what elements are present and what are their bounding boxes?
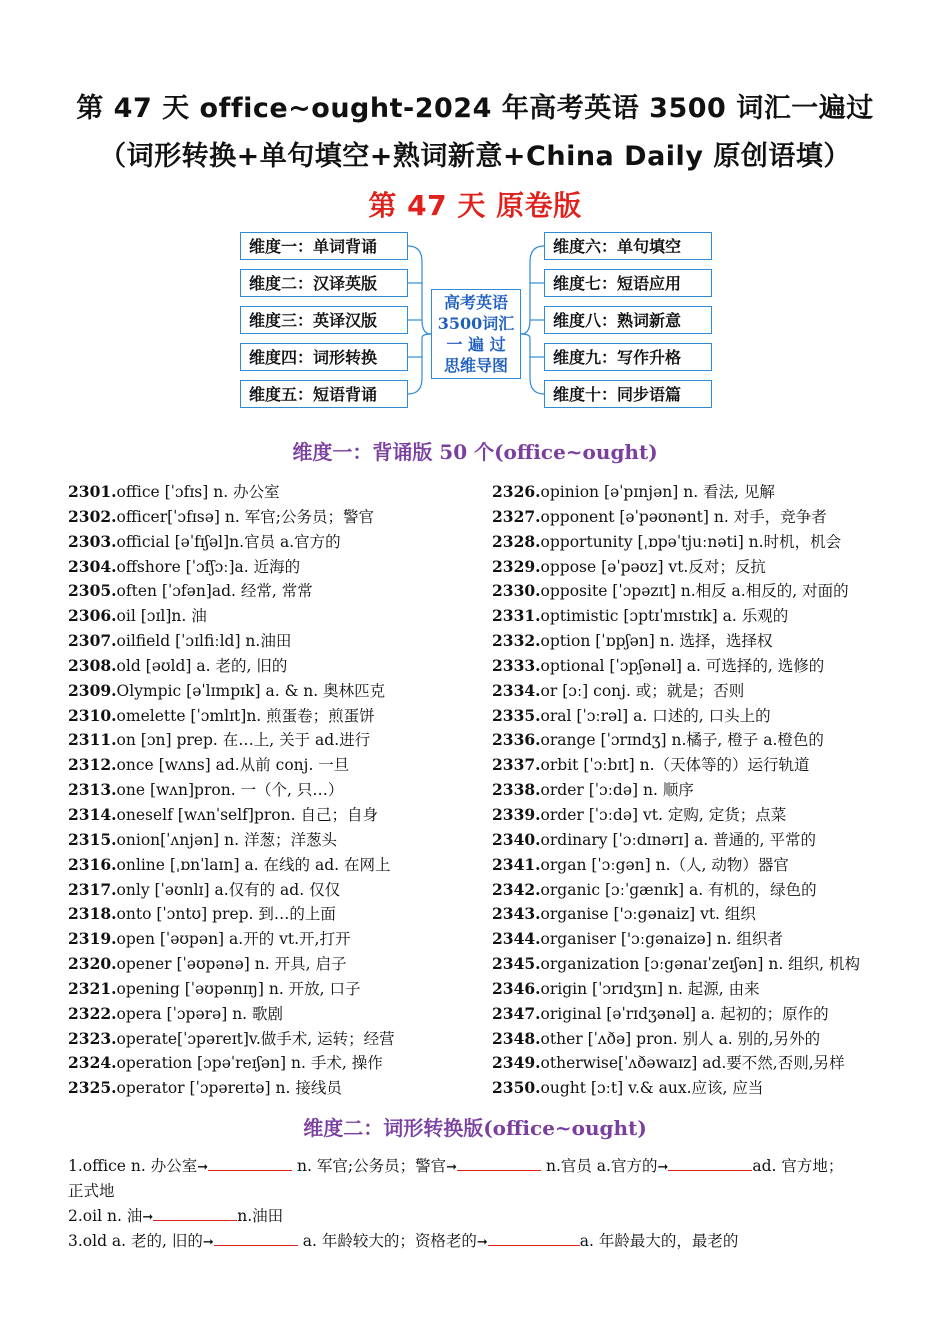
entry-number: 2318. bbox=[68, 904, 117, 924]
answer-blank[interactable] bbox=[208, 1155, 292, 1171]
entry-text: oilfield [ˈɔɪlfiːld] n.油田 bbox=[116, 632, 292, 651]
vocab-entry bbox=[492, 1076, 860, 1101]
entry-text: once [wʌns] ad.从前 conj. 一旦 bbox=[116, 756, 350, 775]
entry-text: open [ˈəʊpən] a.开的 vt.开,打开 bbox=[116, 930, 351, 949]
vocab-entry bbox=[68, 1027, 395, 1052]
entry-text: on [ɔn] prep. 在…上, 关于 ad.进行 bbox=[116, 731, 371, 750]
arrow-icon: ➞ bbox=[657, 1160, 669, 1175]
vocab-entry bbox=[492, 530, 860, 555]
vocab-entry bbox=[68, 853, 395, 878]
entry-number: 2346. bbox=[492, 978, 541, 998]
entry-text: order [ˈɔːdə] n. 顺序 bbox=[540, 781, 694, 800]
exercise-text: n. 军官;公务员；警官 bbox=[292, 1157, 447, 1175]
entry-number: 2313. bbox=[68, 780, 117, 800]
vocab-entry bbox=[492, 505, 860, 530]
vocab-entry bbox=[492, 1027, 860, 1052]
entry-number: 2343. bbox=[492, 904, 541, 924]
vocab-entry bbox=[68, 679, 395, 704]
vocab-entry bbox=[492, 579, 860, 604]
arrow-icon: ➞ bbox=[197, 1160, 209, 1175]
mindmap-node-10: 维度十：同步语篇 bbox=[544, 380, 712, 408]
entry-text: officer[ˈɔfɪsə] n. 军官;公务员；警官 bbox=[116, 507, 374, 526]
entry-number: 2314. bbox=[68, 804, 117, 824]
mindmap-node-8: 维度八：熟词新意 bbox=[544, 306, 712, 334]
vocab-entry bbox=[492, 878, 860, 903]
entry-number: 2305. bbox=[68, 581, 117, 601]
vocab-entry bbox=[492, 753, 860, 778]
entry-number: 2308. bbox=[68, 655, 117, 675]
entry-text: office [ˈɔfɪs] n. 办公室 bbox=[116, 483, 280, 501]
entry-text: onto [ˈɔntʊ] prep. 到…的上面 bbox=[116, 905, 336, 924]
entry-text: other [ˈʌðə] pron. 别人 a. 别的,另外的 bbox=[540, 1029, 821, 1048]
entry-text: origin [ˈɔrɪdʒɪn] n. 起源, 由来 bbox=[540, 979, 760, 998]
entry-text: operator [ˈɔpəreɪtə] n. 接线员 bbox=[116, 1079, 342, 1098]
entry-number: 2315. bbox=[68, 829, 117, 849]
entry-text: often [ˈɔfən]ad. 经常, 常常 bbox=[116, 582, 313, 601]
vocab-entry bbox=[68, 728, 395, 753]
word-list-left bbox=[68, 480, 395, 1101]
page-title: 第 47 天 office~ought-2024 年高考英语 3500 词汇一遍过 bbox=[76, 93, 874, 124]
vocab-entry bbox=[492, 679, 860, 704]
vocab-entry bbox=[68, 878, 395, 903]
exercise-text: n.官员 a.官方的 bbox=[541, 1157, 658, 1175]
entry-number: 2344. bbox=[492, 929, 541, 949]
vocab-entry bbox=[492, 555, 860, 580]
entry-number: 2316. bbox=[68, 854, 117, 874]
entry-number: 2321. bbox=[68, 978, 117, 998]
entry-number: 2311. bbox=[68, 730, 117, 750]
entry-text: order [ˈɔːdə] vt. 定购, 定货；点菜 bbox=[540, 805, 787, 824]
entry-text: offshore [ˈɔfʃɔː]a. 近海的 bbox=[116, 557, 301, 576]
section-1-title: 维度一：背诵版 50 个(office~ought) bbox=[292, 440, 658, 464]
vocab-entry bbox=[492, 728, 860, 753]
answer-blank[interactable] bbox=[488, 1230, 580, 1246]
entry-number: 2304. bbox=[68, 556, 117, 576]
entry-text: only [ˈəʊnlɪ] a.仅有的 ad. 仅仅 bbox=[116, 880, 341, 899]
mindmap-center-line: 高考英语 bbox=[443, 293, 508, 312]
entry-text: omelette [ˈɔmlɪt]n. 煎蛋卷；煎蛋饼 bbox=[116, 706, 375, 725]
vocab-entry bbox=[68, 952, 395, 977]
vocab-entry bbox=[68, 1002, 395, 1027]
exercise-text: 2.oil n. 油 bbox=[68, 1207, 143, 1225]
vocab-entry bbox=[492, 828, 860, 853]
mindmap-node-5: 维度五：短语背诵 bbox=[240, 380, 408, 408]
entry-number: 2328. bbox=[492, 531, 541, 551]
exercise-text: n.油田 bbox=[237, 1207, 284, 1225]
vocab-entry bbox=[492, 803, 860, 828]
entry-text: ordinary [ˈɔːdɪnərɪ] a. 普通的, 平常的 bbox=[540, 830, 817, 849]
vocab-entry bbox=[492, 977, 860, 1002]
page-subtitle: （词形转换+单句填空+熟词新意+China Daily 原创语填） bbox=[99, 141, 851, 172]
entry-number: 2334. bbox=[492, 680, 541, 700]
vocab-entry bbox=[492, 604, 860, 629]
entry-text: opener [ˈəʊpənə] n. 开具, 启子 bbox=[116, 955, 347, 974]
mindmap-node-9: 维度九：写作升格 bbox=[544, 343, 712, 371]
mindmap-node-3: 维度三：英译汉版 bbox=[240, 306, 408, 334]
answer-blank[interactable] bbox=[214, 1230, 298, 1246]
mind-map bbox=[240, 232, 712, 410]
mindmap-node-6: 维度六：单句填空 bbox=[544, 232, 712, 260]
entry-number: 2319. bbox=[68, 929, 117, 949]
vocab-entry bbox=[492, 704, 860, 729]
arrow-icon: ➞ bbox=[476, 1235, 488, 1250]
vocab-entry bbox=[68, 530, 395, 555]
answer-blank[interactable] bbox=[153, 1205, 237, 1221]
entry-number: 2335. bbox=[492, 705, 541, 725]
entry-number: 2345. bbox=[492, 954, 541, 974]
exercise-text: a. 年龄较大的；资格老的 bbox=[297, 1232, 477, 1250]
vocab-entry bbox=[68, 480, 395, 505]
entry-number: 2327. bbox=[492, 506, 541, 526]
exercise-text: 1.office n. 办公室 bbox=[68, 1157, 198, 1175]
mindmap-center bbox=[431, 289, 521, 379]
vocab-entry bbox=[492, 778, 860, 803]
entry-number: 2329. bbox=[492, 556, 541, 576]
entry-text: organiser ['ɔːgənaizə] n. 组织者 bbox=[540, 930, 783, 949]
arrow-icon: ➞ bbox=[142, 1210, 154, 1225]
entry-number: 2333. bbox=[492, 655, 541, 675]
entry-text: old [əʊld] a. 老的, 旧的 bbox=[116, 656, 288, 675]
entry-text: original [əˈrɪdʒənəl] a. 起初的；原作的 bbox=[540, 1004, 829, 1023]
entry-number: 2317. bbox=[68, 879, 117, 899]
entry-number: 2309. bbox=[68, 680, 117, 700]
entry-number: 2306. bbox=[68, 606, 117, 626]
arrow-icon: ➞ bbox=[202, 1235, 214, 1250]
entry-text: official [əˈfɪʃəl]n.官员 a.官方的 bbox=[116, 532, 341, 551]
entry-number: 2310. bbox=[68, 705, 117, 725]
answer-blank[interactable] bbox=[457, 1155, 541, 1171]
entry-number: 2341. bbox=[492, 854, 541, 874]
entry-text: oral [ˈɔːrəl] a. 口述的, 口头上的 bbox=[540, 706, 771, 725]
exercise-text: 3.old a. 老的, 旧的 bbox=[68, 1232, 203, 1250]
vocab-entry bbox=[492, 654, 860, 679]
entry-number: 2326. bbox=[492, 482, 541, 501]
vocab-entry bbox=[492, 952, 860, 977]
mindmap-node-4: 维度四：词形转换 bbox=[240, 343, 408, 371]
vocab-entry bbox=[68, 505, 395, 530]
entry-text: oneself [wʌnˈself]pron. 自己；自身 bbox=[116, 805, 378, 824]
mindmap-node-1: 维度一：单词背诵 bbox=[240, 232, 408, 260]
mindmap-center-line: 思维导图 bbox=[443, 356, 508, 375]
entry-text: oppose [əˈpəʊz] vt.反对；反抗 bbox=[540, 557, 766, 576]
entry-text: opinion [əˈpɪnjən] n. 看法, 见解 bbox=[540, 483, 775, 501]
entry-number: 2325. bbox=[68, 1078, 117, 1098]
exercise-text: a. 年龄最大的，最老的 bbox=[579, 1232, 739, 1250]
vocab-entry bbox=[68, 704, 395, 729]
vocab-entry bbox=[492, 853, 860, 878]
entry-text: organise ['ɔːgənaiz] vt. 组织 bbox=[540, 905, 756, 924]
vocab-entry bbox=[68, 902, 395, 927]
arrow-icon: ➞ bbox=[446, 1160, 458, 1175]
entry-text: opera [ˈɔpərə] n. 歌剧 bbox=[116, 1004, 284, 1023]
entry-text: Olympic [əˈlɪmpɪk] a. & n. 奥林匹克 bbox=[116, 681, 386, 700]
exercise-1 bbox=[68, 1154, 843, 1180]
vocab-entry bbox=[492, 927, 860, 952]
entry-text: opponent [əˈpəʊnənt] n. 对手，竞争者 bbox=[540, 507, 827, 526]
entry-text: orange [ˈɔrɪndʒ] n.橘子, 橙子 a.橙色的 bbox=[540, 731, 824, 750]
vocab-entry bbox=[68, 927, 395, 952]
section-2-title: 维度二：词形转换版(office~ought) bbox=[303, 1116, 647, 1140]
entry-text: oil [ɔɪl]n. 油 bbox=[116, 607, 207, 626]
entry-number: 2312. bbox=[68, 755, 117, 775]
version-title: 第 47 天 原卷版 bbox=[368, 189, 582, 222]
vocab-entry bbox=[492, 902, 860, 927]
entry-number: 2339. bbox=[492, 804, 541, 824]
exercise-text: ad. 官方地； bbox=[752, 1157, 844, 1175]
entry-text: or [ɔː] conj. 或；就是；否则 bbox=[540, 681, 745, 700]
entry-text: operation [ɔpəˈreɪʃən] n. 手术, 操作 bbox=[116, 1054, 383, 1073]
entry-number: 2302. bbox=[68, 506, 117, 526]
entry-number: 2323. bbox=[68, 1028, 117, 1048]
vocab-entry bbox=[68, 579, 395, 604]
entry-number: 2349. bbox=[492, 1053, 541, 1073]
entry-number: 2337. bbox=[492, 755, 541, 775]
entry-text: optimistic [ɔptɪˈmɪstɪk] a. 乐观的 bbox=[540, 607, 789, 626]
entry-number: 2347. bbox=[492, 1003, 541, 1023]
exercise-text: 正式地 bbox=[68, 1182, 115, 1200]
entry-text: one [wʌn]pron. 一（个, 只…） bbox=[116, 781, 344, 800]
vocab-entry bbox=[68, 629, 395, 654]
vocab-entry bbox=[68, 977, 395, 1002]
entry-number: 2322. bbox=[68, 1003, 117, 1023]
vocab-entry bbox=[68, 604, 395, 629]
entry-number: 2320. bbox=[68, 954, 117, 974]
vocab-entry bbox=[68, 654, 395, 679]
entry-text: organic [ɔːˈgænɪk] a. 有机的，绿色的 bbox=[540, 880, 817, 899]
entry-number: 2350. bbox=[492, 1078, 541, 1098]
vocab-entry bbox=[68, 753, 395, 778]
entry-number: 2301. bbox=[68, 482, 117, 501]
vocab-entry bbox=[68, 1076, 395, 1101]
entry-text: option [ˈɒpʃən] n. 选择，选择权 bbox=[540, 632, 773, 651]
entry-number: 2307. bbox=[68, 631, 117, 651]
entry-number: 2342. bbox=[492, 879, 541, 899]
vocab-entry bbox=[492, 1002, 860, 1027]
entry-number: 2330. bbox=[492, 581, 541, 601]
vocab-entry bbox=[492, 480, 860, 505]
vocab-entry bbox=[68, 828, 395, 853]
exercise-3 bbox=[68, 1229, 738, 1255]
mindmap-node-2: 维度二：汉译英版 bbox=[240, 269, 408, 297]
exercise-1-cont bbox=[68, 1179, 115, 1204]
mindmap-center-line: 3500词汇 bbox=[437, 314, 515, 333]
entry-text: opening [ˈəʊpənɪŋ] n. 开放, 口子 bbox=[116, 979, 361, 998]
entry-text: orbit [ˈɔːbɪt] n.（天体等的）运行轨道 bbox=[540, 756, 810, 775]
vocab-entry bbox=[492, 1051, 860, 1076]
vocab-entry bbox=[68, 555, 395, 580]
entry-number: 2338. bbox=[492, 780, 541, 800]
entry-number: 2324. bbox=[68, 1053, 117, 1073]
entry-text: opposite [ˈɔpəzɪt] n.相反 a.相反的, 对面的 bbox=[540, 582, 849, 601]
entry-text: organ [ˈɔːgən] n.（人, 动物）器官 bbox=[540, 855, 789, 874]
exercise-2 bbox=[68, 1204, 283, 1230]
entry-number: 2332. bbox=[492, 631, 541, 651]
entry-text: operate[ˈɔpəreɪt]v.做手术, 运转；经营 bbox=[116, 1029, 395, 1048]
entry-text: optional [ˈɔpʃənəl] a. 可选择的, 选修的 bbox=[540, 656, 825, 675]
entry-text: onion[ˈʌnjən] n. 洋葱；洋葱头 bbox=[116, 830, 337, 849]
vocab-entry bbox=[68, 778, 395, 803]
entry-text: organization [ɔːgənaɪˈzeɪʃən] n. 组织, 机构 bbox=[540, 955, 861, 974]
entry-text: opportunity [ˌɒpəˈtjuːnəti] n.时机，机会 bbox=[540, 532, 842, 551]
mindmap-node-7: 维度七：短语应用 bbox=[544, 269, 712, 297]
answer-blank[interactable] bbox=[668, 1155, 752, 1171]
entry-number: 2336. bbox=[492, 730, 541, 750]
vocab-entry bbox=[68, 1051, 395, 1076]
entry-number: 2331. bbox=[492, 606, 541, 626]
entry-text: ought [ɔːt] v.& aux.应该, 应当 bbox=[540, 1079, 764, 1098]
vocab-entry bbox=[68, 803, 395, 828]
entry-number: 2348. bbox=[492, 1028, 541, 1048]
entry-number: 2303. bbox=[68, 531, 117, 551]
entry-number: 2340. bbox=[492, 829, 541, 849]
mindmap-center-line: 一 遍 过 bbox=[446, 335, 506, 354]
vocab-entry bbox=[492, 629, 860, 654]
entry-text: online [ˌɒnˈlaɪn] a. 在线的 ad. 在网上 bbox=[116, 855, 391, 874]
entry-text: otherwise[ˈʌðəwaɪz] ad.要不然,否则,另样 bbox=[540, 1054, 845, 1073]
word-list-right bbox=[492, 480, 860, 1101]
